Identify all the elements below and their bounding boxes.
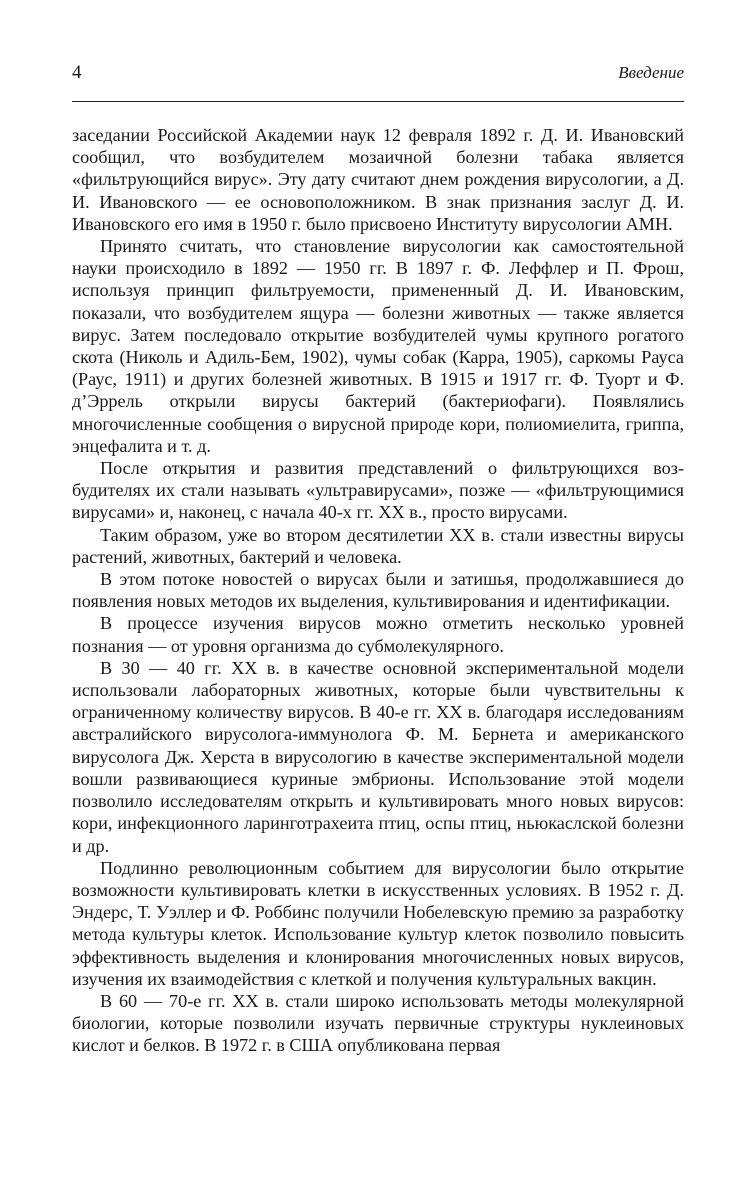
paragraph: После открытия и развития представлений о фильтрующихся возбудителях их стали называть «ультравирусами», позже — «фильтрующимися вирусами» и, наконец, с начала 40-х гг. XX в., просто вирусами. [72,458,684,523]
paragraph: В 60 — 70-е гг. XX в. стали широко использовать методы молекулярной биологии, которые позволили изучать первичные структуры нуклеиновых кислот и белков. В 1972 г. в США опубликована первая [72,990,684,1056]
running-title: Введение [618,63,684,82]
header-rule [72,101,684,102]
page-header [72,62,684,88]
book-page [72,62,684,1057]
paragraph: Принято считать, что становление вирусологии как самостоятельной науки происходило в 1892 — 1950 гг. В 1897 г. Ф. Леффлер и П. Фрош, используя принцип фильтруемости, примененный Д. И. Ивановским, показали, что возбудителем ящура — болезни животных — также является вирус. Затем последовало открытие возбудителей чумы крупного рогатого скота (Николь и Адиль-Бем, 1902), чумы собак (Карра, 1905), саркомы Рауса (Раус, 1911) и других болезней животных. В 1915 и 1917 гг. Ф. Туорт и Ф. д’Эррель открыли вирусы бактерий (бактериофаги). Появлялись многочисленные сообщения о вирусной природе кори, полиомиелита, гриппа, энцефалита и т. д. [72,236,684,456]
body-text [72,124,684,1057]
paragraph: В 30 — 40 гг. XX в. в качестве основной экспериментальной модели использовали лабораторных животных, которые были чувствительны к ограниченному количеству вирусов. В 40-е гг. XX в. благодаря исследованиям австралийского вирусолога-иммунолога Ф. М. Бернета и американского вирусолога Дж. Херста в вирусологию в качестве экспериментальной модели вошли развивающиеся куриные эмбрионы. Использование этой модели позволило исследователям открыть и культивировать много новых вирусов: кори, инфекционного ларинготрахеита птиц, оспы птиц, ньюкаслской болезни и др. [72,657,684,856]
paragraph: В процессе изучения вирусов можно отметить несколько уровней познания — от уровня организма до субмолекулярного. [72,613,684,656]
paragraph: Таким образом, уже во втором десятилетии XX в. стали известны вирусы растений, животных, бактерий и человека. [72,524,684,567]
page-number: 4 [72,62,82,83]
paragraph: Подлинно революционным событием для вирусологии было открытие возможности культивировать клетки в искусственных условиях. В 1952 г. Д. Эндерс, Т. Уэллер и Ф. Роббинс получили Нобелевскую премию за разработку метода культуры клеток. Использование культур клеток позволило повысить эффективность выделения и клонирования многочисленных новых вирусов, изучения их взаимодействия с клеткой и получения культуральных вакцин. [72,857,684,989]
paragraph: В этом потоке новостей о вирусах были и затишья, продолжавшиеся до появления новых методов их выделения, культивирования и идентификации. [72,569,684,612]
paragraph: заседании Российской Академии наук 12 февраля 1892 г. Д. И. Ивановский сообщил, что возбудителем мозаичной болезни табака является «фильтрующийся вирус». Эту дату считают днем рождения вирусологии, а Д. И. Ивановского — ее основоположником. В знак признания заслуг Д. И. Ивановского его имя в 1950 г. было присвоено Институту вирусологии АМН. [72,125,684,234]
